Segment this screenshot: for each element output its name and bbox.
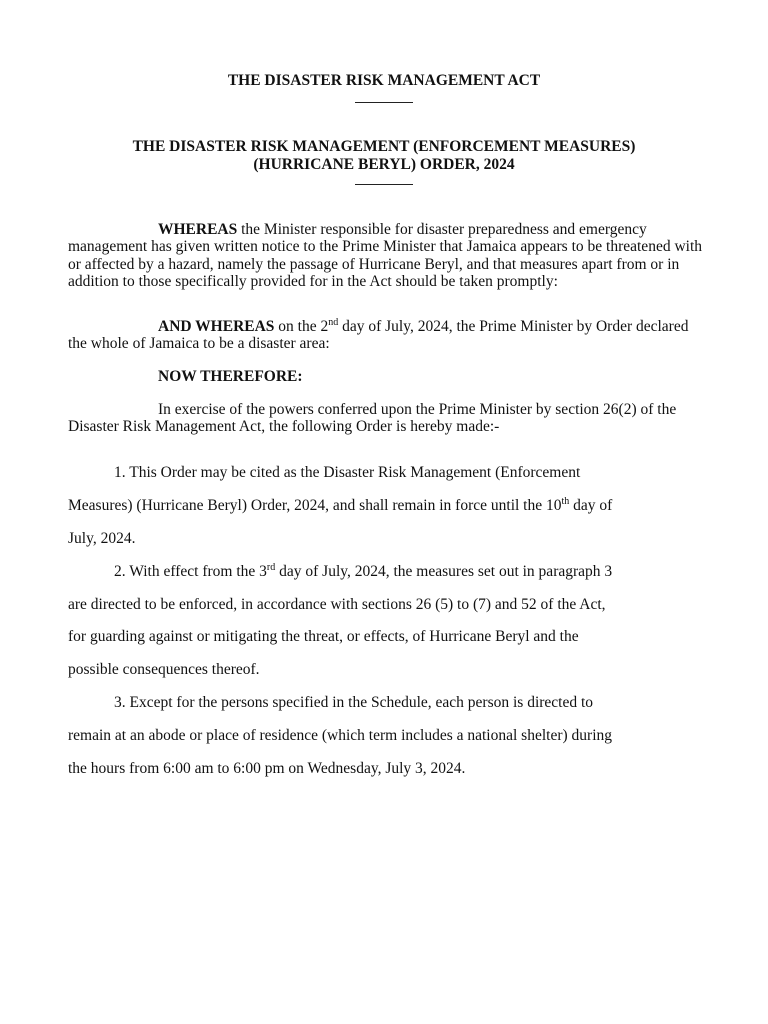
clause-3-line-3: the hours from 6:00 am to 6:00 pm on Wednesday, July 3, 2024. (68, 760, 466, 777)
and-whereas-text-post: day of July, 2024, the Prime Minister by Order declared the whole of Jamaica to be a disaster area: (68, 318, 689, 353)
clause-2-line-1 (114, 563, 612, 581)
now-therefore-label: NOW THEREFORE: (158, 368, 303, 385)
clause-1-line-2-post: day of (569, 497, 613, 514)
exercise-paragraph (68, 401, 708, 436)
clause-3-line-2: remain at an abode or place of residence (which term includes a national shelter) during (68, 727, 612, 744)
order-title-line-2: (HURRICANE BERYL) ORDER, 2024 (253, 156, 515, 173)
clause-1-line-3: July, 2024. (68, 530, 136, 547)
title-divider-1 (355, 102, 413, 103)
clause-2-line-3: for guarding against or mitigating the threat, or effects, of Hurricane Beryl and the (68, 628, 579, 645)
clause-2-sup: rd (266, 562, 276, 573)
exercise-text: In exercise of the powers conferred upon the Prime Minister by section 26(2) of the Disaster Risk Management Act, the following Order is hereby made:- (68, 401, 677, 436)
clause-1-line-2 (68, 497, 612, 515)
and-whereas-sup: nd (328, 317, 339, 328)
and-whereas-paragraph (68, 318, 708, 353)
order-title-line-1: THE DISASTER RISK MANAGEMENT (ENFORCEMENT MEASURES) (132, 138, 636, 155)
clause-1-line-2-pre: Measures) (Hurricane Beryl) Order, 2024, and shall remain in force until the 10 (68, 497, 562, 514)
title-divider-2 (355, 184, 413, 185)
now-therefore-heading (68, 368, 708, 385)
whereas-text: the Minister responsible for disaster preparedness and emergency management has given written notice to the Prime Minister that Jamaica appears to be threatened with or affected by a hazard, namely the passage of Hurricane Beryl, and that measures apart from or in addition to those specifically provided for in the Act should be taken promptly: (68, 221, 703, 290)
and-whereas-text-pre: on the 2 (274, 318, 329, 335)
clause-2-line-2: are directed to be enforced, in accordance with sections 26 (5) to (7) and 52 of the Act, (68, 596, 606, 613)
clause-1-sup: th (561, 496, 570, 507)
clause-3-line-1: 3. Except for the persons specified in the Schedule, each person is directed to (114, 694, 594, 711)
clause-2-line-1-pre: 2. With effect from the 3 (114, 563, 267, 580)
whereas-label: WHEREAS (158, 221, 238, 238)
act-title: THE DISASTER RISK MANAGEMENT ACT (227, 72, 541, 89)
clause-2-line-4: possible consequences thereof. (68, 661, 260, 678)
clause-2-line-1-post: day of July, 2024, the measures set out in paragraph 3 (275, 563, 613, 580)
whereas-paragraph (68, 221, 708, 290)
and-whereas-label: AND WHEREAS (158, 318, 275, 335)
clause-1-line-1: 1. This Order may be cited as the Disaster Risk Management (Enforcement (114, 464, 581, 481)
